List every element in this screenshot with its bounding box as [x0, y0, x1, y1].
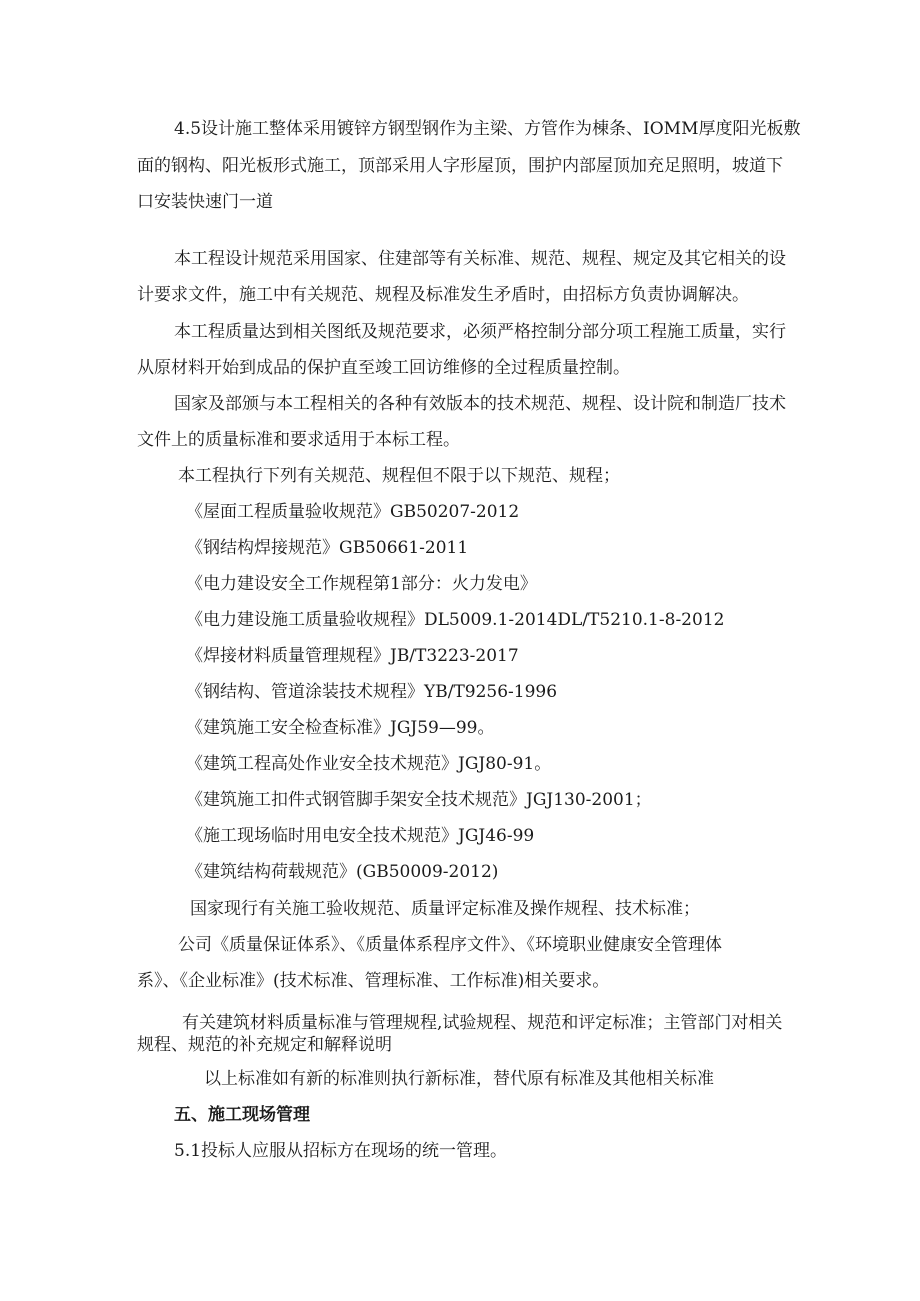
para-update-note: 以上标准如有新的标准则执行新标准，替代原有标准及其他相关标准 [204, 1069, 714, 1089]
para-current-standards: 国家现行有关施工验收规范、质量评定标准及操作规程、技术标准； [190, 899, 700, 919]
para-4-5-line-2: 面的钢构、阳光板形式施工，顶部采用人字形屋顶，围护内部屋顶加充足照明，坡道下 [137, 156, 783, 176]
standard-item: 《建筑工程高处作业安全技术规范》JGJ80-91。 [186, 754, 552, 774]
para-quality-line-1: 本工程质量达到相关图纸及规范要求，必须严格控制分部分项工程施工质量，实行 [174, 322, 786, 342]
para-4-5-line-1: 4.5设计施工整体采用镀锌方钢型钢作为主梁、方管作为棟条、IOMM厚度阳光板敷 [174, 119, 801, 139]
standard-item: 《钢结构、管道涂装技术规程》YB/T9256-1996 [186, 682, 558, 702]
standard-item: 《屋面工程质量验收规范》GB50207-2012 [186, 502, 520, 522]
para-quality-line-2: 从原材料开始到成品的保护直至竣工回访维修的全过程质量控制。 [137, 358, 630, 378]
standard-item: 《电力建设安全工作规程第1部分：火力发电》 [186, 574, 537, 594]
standard-item: 《建筑施工扣件式钢管脚手架安全技术规范》JGJ130-2001； [186, 790, 652, 810]
standard-item: 《建筑施工安全检查标准》JGJ59—99。 [186, 718, 495, 738]
standard-item: 《施工现场临时用电安全技术规范》JGJ46-99 [186, 826, 535, 846]
section-5-item-1: 5.1投标人应服从招标方在现场的统一管理。 [174, 1141, 508, 1161]
para-materials-line-1: 有关建筑材料质量标准与管理规程,试验规程、规范和评定标准；主管部门对相关 [182, 1013, 783, 1033]
standard-item: 《钢结构焊接规范》GB50661-2011 [186, 538, 469, 558]
para-4-5-line-3: 口安装快速门一道 [137, 192, 273, 212]
standard-item: 《建筑结构荷载规范》(GB50009-2012) [186, 862, 499, 882]
para-design-line-1: 本工程设计规范采用国家、住建部等有关标准、规范、规程、规定及其它相关的设 [174, 249, 786, 269]
para-company-line-2: 系》、《企业标准》(技术标准、管理标准、工作标准)相关要求。 [137, 971, 610, 991]
standards-intro: 本工程执行下列有关规范、规程但不限于以下规范、规程； [178, 466, 620, 486]
para-design-line-2: 计要求文件，施工中有关规范、规程及标准发生矛盾时，由招标方负责协调解决。 [137, 285, 749, 305]
standard-item: 《焊接材料质量管理规程》JB/T3223-2017 [186, 646, 519, 666]
para-national-line-1: 国家及部颁与本工程相关的各种有效版本的技术规范、规程、设计院和制造厂技术 [174, 394, 786, 414]
para-company-line-1: 公司《质量保证体系》、《质量体系程序文件》、《环境职业健康安全管理体 [178, 935, 722, 955]
section-5-title: 五、施工现场管理 [174, 1105, 310, 1125]
para-national-line-2: 文件上的质量标准和要求适用于本标工程。 [137, 430, 460, 450]
para-materials-line-2: 规程、规范的补充规定和解释说明 [137, 1035, 392, 1055]
standard-item: 《电力建设施工质量验收规程》DL5009.1-2014DL/T5210.1-8-2012 [186, 610, 725, 630]
